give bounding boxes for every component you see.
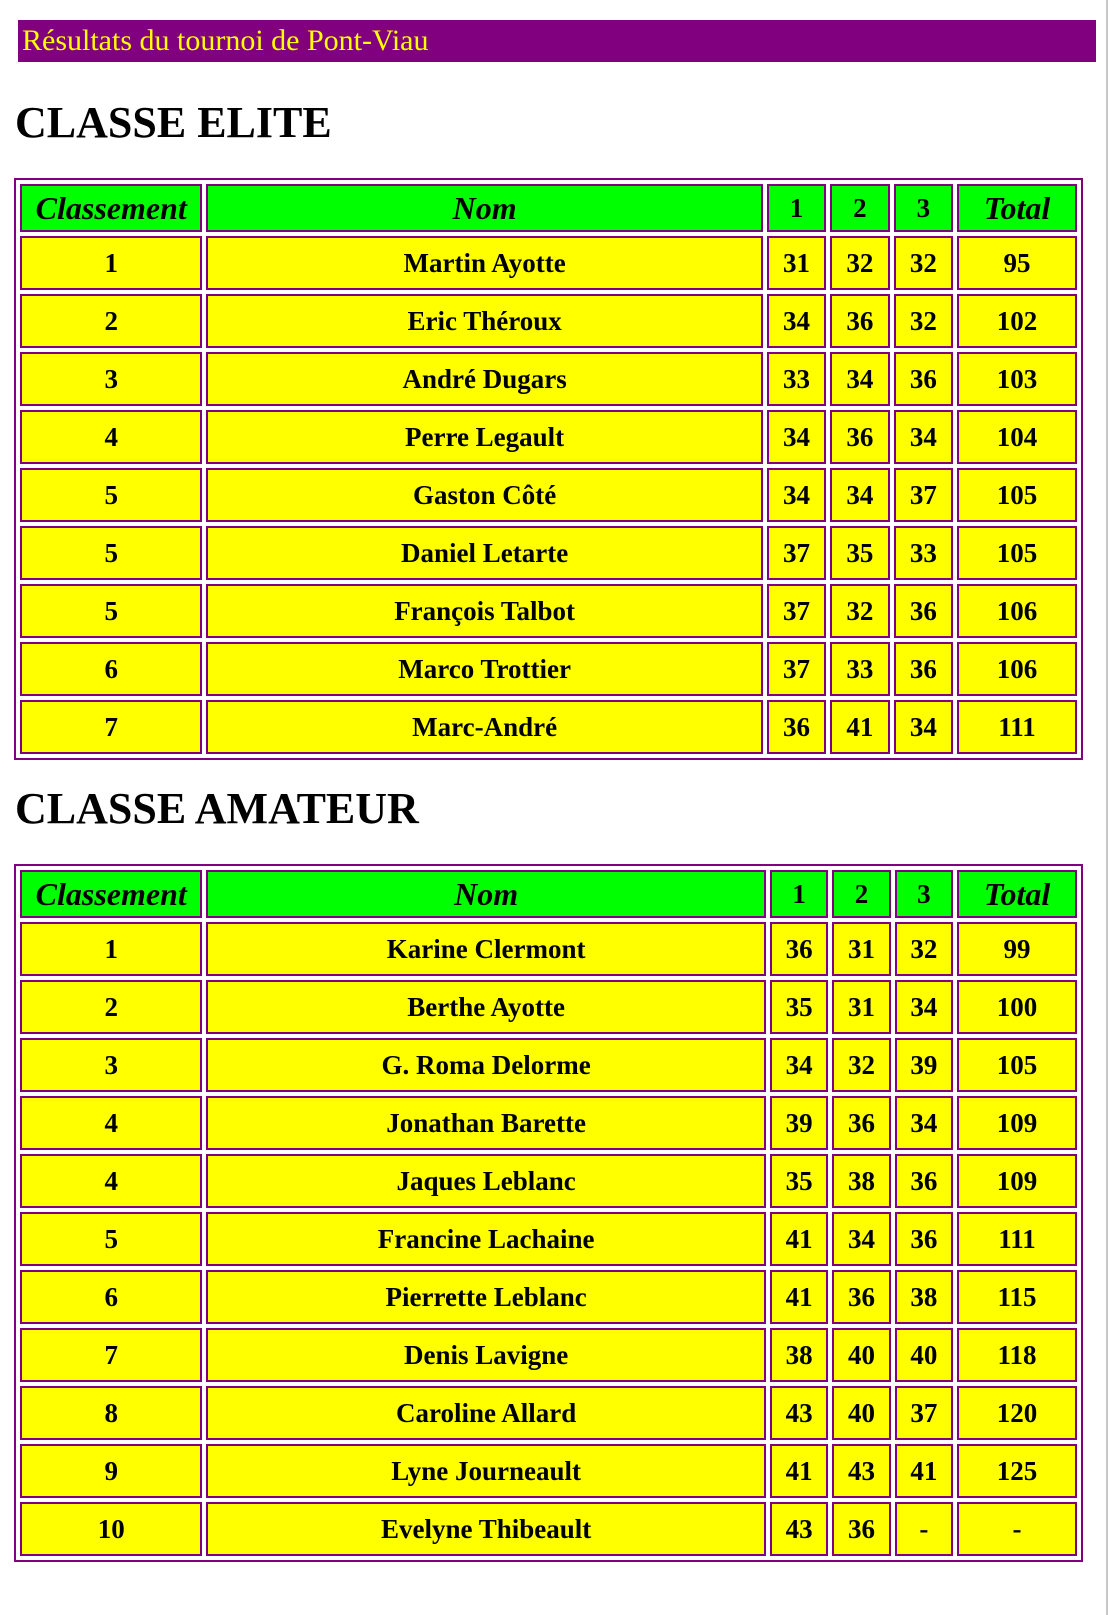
cell-name: André Dugars xyxy=(206,352,762,406)
cell-round-2: 36 xyxy=(830,294,889,348)
table-row xyxy=(20,294,1077,348)
results-table-elite xyxy=(14,178,1083,760)
table-row xyxy=(20,1502,1077,1556)
cell-round-2: 36 xyxy=(832,1270,890,1324)
cell-name: G. Roma Delorme xyxy=(206,1038,765,1092)
cell-round-1: 36 xyxy=(770,922,828,976)
table-row xyxy=(20,642,1077,696)
cell-name: Eric Théroux xyxy=(206,294,762,348)
cell-round-3: 36 xyxy=(895,1212,953,1266)
cell-name: Caroline Allard xyxy=(206,1386,765,1440)
cell-name: Daniel Letarte xyxy=(206,526,762,580)
column-header-round-1: 1 xyxy=(767,184,826,232)
cell-round-2: 36 xyxy=(832,1096,890,1150)
column-header-round-2: 2 xyxy=(832,870,890,918)
cell-round-1: 36 xyxy=(767,700,826,754)
cell-rank: 2 xyxy=(20,294,202,348)
cell-round-2: 43 xyxy=(832,1444,890,1498)
table-row xyxy=(20,1444,1077,1498)
cell-name: Karine Clermont xyxy=(206,922,765,976)
table-header-row xyxy=(20,184,1077,232)
table-body xyxy=(20,922,1077,1556)
cell-round-2: 41 xyxy=(830,700,889,754)
cell-round-3: 32 xyxy=(894,236,953,290)
cell-round-2: 35 xyxy=(830,526,889,580)
cell-rank: 1 xyxy=(20,236,202,290)
cell-round-2: 32 xyxy=(830,236,889,290)
cell-round-3: 34 xyxy=(895,1096,953,1150)
cell-round-1: 35 xyxy=(770,1154,828,1208)
cell-round-1: 34 xyxy=(767,468,826,522)
cell-round-1: 41 xyxy=(770,1212,828,1266)
column-header-round-2: 2 xyxy=(830,184,889,232)
cell-total: 105 xyxy=(957,526,1077,580)
cell-total: 104 xyxy=(957,410,1077,464)
cell-round-3: 34 xyxy=(894,700,953,754)
section-title-amateur: CLASSE AMATEUR xyxy=(15,784,419,833)
cell-total: 118 xyxy=(957,1328,1077,1382)
cell-round-3: 41 xyxy=(895,1444,953,1498)
cell-name: Perre Legault xyxy=(206,410,762,464)
cell-round-1: 37 xyxy=(767,584,826,638)
cell-name: Francine Lachaine xyxy=(206,1212,765,1266)
cell-rank: 4 xyxy=(20,410,202,464)
cell-round-1: 37 xyxy=(767,526,826,580)
cell-name: Berthe Ayotte xyxy=(206,980,765,1034)
cell-total: 115 xyxy=(957,1270,1077,1324)
table-row xyxy=(20,1328,1077,1382)
cell-round-3: 37 xyxy=(894,468,953,522)
table-row xyxy=(20,526,1077,580)
cell-total: 100 xyxy=(957,980,1077,1034)
cell-total: 120 xyxy=(957,1386,1077,1440)
cell-rank: 2 xyxy=(20,980,202,1034)
cell-rank: 3 xyxy=(20,1038,202,1092)
cell-rank: 4 xyxy=(20,1096,202,1150)
cell-rank: 6 xyxy=(20,642,202,696)
cell-total: 99 xyxy=(957,922,1077,976)
cell-total: 95 xyxy=(957,236,1077,290)
cell-round-1: 41 xyxy=(770,1444,828,1498)
cell-total: 106 xyxy=(957,642,1077,696)
cell-rank: 3 xyxy=(20,352,202,406)
table-row xyxy=(20,980,1077,1034)
cell-round-3: 32 xyxy=(895,922,953,976)
table-row xyxy=(20,410,1077,464)
cell-round-1: 37 xyxy=(767,642,826,696)
section-title-elite: CLASSE ELITE xyxy=(15,98,332,147)
cell-name: Evelyne Thibeault xyxy=(206,1502,765,1556)
table-row xyxy=(20,236,1077,290)
table-header-row xyxy=(20,870,1077,918)
cell-round-3: 37 xyxy=(895,1386,953,1440)
cell-rank: 9 xyxy=(20,1444,202,1498)
cell-round-1: 39 xyxy=(770,1096,828,1150)
cell-round-3: - xyxy=(895,1502,953,1556)
cell-round-2: 40 xyxy=(832,1328,890,1382)
cell-total: 106 xyxy=(957,584,1077,638)
table-body xyxy=(20,236,1077,754)
cell-round-2: 34 xyxy=(830,352,889,406)
cell-total: 111 xyxy=(957,700,1077,754)
cell-round-1: 33 xyxy=(767,352,826,406)
cell-round-1: 31 xyxy=(767,236,826,290)
column-header-rank: Classement xyxy=(20,870,202,918)
cell-rank: 5 xyxy=(20,584,202,638)
column-header-total: Total xyxy=(957,184,1077,232)
cell-round-2: 32 xyxy=(830,584,889,638)
cell-round-1: 38 xyxy=(770,1328,828,1382)
cell-total: 102 xyxy=(957,294,1077,348)
cell-name: Lyne Journeault xyxy=(206,1444,765,1498)
cell-total: 109 xyxy=(957,1096,1077,1150)
page-title: Résultats du tournoi de Pont-Viau xyxy=(22,24,429,57)
cell-round-2: 36 xyxy=(832,1502,890,1556)
cell-rank: 1 xyxy=(20,922,202,976)
cell-rank: 4 xyxy=(20,1154,202,1208)
cell-round-3: 38 xyxy=(895,1270,953,1324)
table-row xyxy=(20,1270,1077,1324)
cell-round-2: 33 xyxy=(830,642,889,696)
table-row xyxy=(20,1038,1077,1092)
table-row xyxy=(20,1212,1077,1266)
cell-rank: 6 xyxy=(20,1270,202,1324)
table-row xyxy=(20,352,1077,406)
cell-round-1: 35 xyxy=(770,980,828,1034)
cell-round-3: 39 xyxy=(895,1038,953,1092)
cell-rank: 7 xyxy=(20,700,202,754)
cell-round-1: 43 xyxy=(770,1386,828,1440)
cell-name: Martin Ayotte xyxy=(206,236,762,290)
cell-round-3: 34 xyxy=(895,980,953,1034)
cell-rank: 5 xyxy=(20,526,202,580)
table-row xyxy=(20,1096,1077,1150)
cell-round-3: 36 xyxy=(895,1154,953,1208)
table-row xyxy=(20,468,1077,522)
column-header-total: Total xyxy=(957,870,1077,918)
table-row xyxy=(20,584,1077,638)
page-frame-edge xyxy=(1106,0,1108,1615)
cell-round-1: 34 xyxy=(767,410,826,464)
cell-round-2: 34 xyxy=(830,468,889,522)
cell-name: Marc-André xyxy=(206,700,762,754)
cell-name: Jaques Leblanc xyxy=(206,1154,765,1208)
cell-total: 109 xyxy=(957,1154,1077,1208)
cell-round-3: 36 xyxy=(894,642,953,696)
cell-round-2: 31 xyxy=(832,922,890,976)
column-header-round-1: 1 xyxy=(770,870,828,918)
cell-total: - xyxy=(957,1502,1077,1556)
cell-round-3: 33 xyxy=(894,526,953,580)
cell-round-1: 41 xyxy=(770,1270,828,1324)
results-table-amateur xyxy=(14,864,1083,1562)
cell-round-1: 43 xyxy=(770,1502,828,1556)
cell-round-2: 38 xyxy=(832,1154,890,1208)
cell-round-1: 34 xyxy=(767,294,826,348)
table-row xyxy=(20,1386,1077,1440)
cell-round-3: 40 xyxy=(895,1328,953,1382)
cell-name: Marco Trottier xyxy=(206,642,762,696)
column-header-name: Nom xyxy=(206,870,765,918)
cell-rank: 10 xyxy=(20,1502,202,1556)
column-header-round-3: 3 xyxy=(895,870,953,918)
cell-round-2: 32 xyxy=(832,1038,890,1092)
cell-total: 111 xyxy=(957,1212,1077,1266)
cell-rank: 7 xyxy=(20,1328,202,1382)
cell-name: Pierrette Leblanc xyxy=(206,1270,765,1324)
table-row xyxy=(20,1154,1077,1208)
cell-round-2: 31 xyxy=(832,980,890,1034)
cell-total: 103 xyxy=(957,352,1077,406)
cell-round-2: 34 xyxy=(832,1212,890,1266)
cell-total: 125 xyxy=(957,1444,1077,1498)
table-row xyxy=(20,700,1077,754)
column-header-rank: Classement xyxy=(20,184,202,232)
cell-round-2: 40 xyxy=(832,1386,890,1440)
cell-total: 105 xyxy=(957,1038,1077,1092)
cell-rank: 5 xyxy=(20,468,202,522)
table-row xyxy=(20,922,1077,976)
cell-round-3: 36 xyxy=(894,352,953,406)
cell-round-2: 36 xyxy=(830,410,889,464)
column-header-round-3: 3 xyxy=(894,184,953,232)
cell-round-3: 34 xyxy=(894,410,953,464)
cell-total: 105 xyxy=(957,468,1077,522)
cell-round-3: 32 xyxy=(894,294,953,348)
column-header-name: Nom xyxy=(206,184,762,232)
cell-round-3: 36 xyxy=(894,584,953,638)
cell-round-1: 34 xyxy=(770,1038,828,1092)
page-title-bar xyxy=(18,20,1096,62)
cell-name: Gaston Côté xyxy=(206,468,762,522)
cell-name: Denis Lavigne xyxy=(206,1328,765,1382)
cell-rank: 8 xyxy=(20,1386,202,1440)
cell-name: Jonathan Barette xyxy=(206,1096,765,1150)
cell-name: François Talbot xyxy=(206,584,762,638)
cell-rank: 5 xyxy=(20,1212,202,1266)
